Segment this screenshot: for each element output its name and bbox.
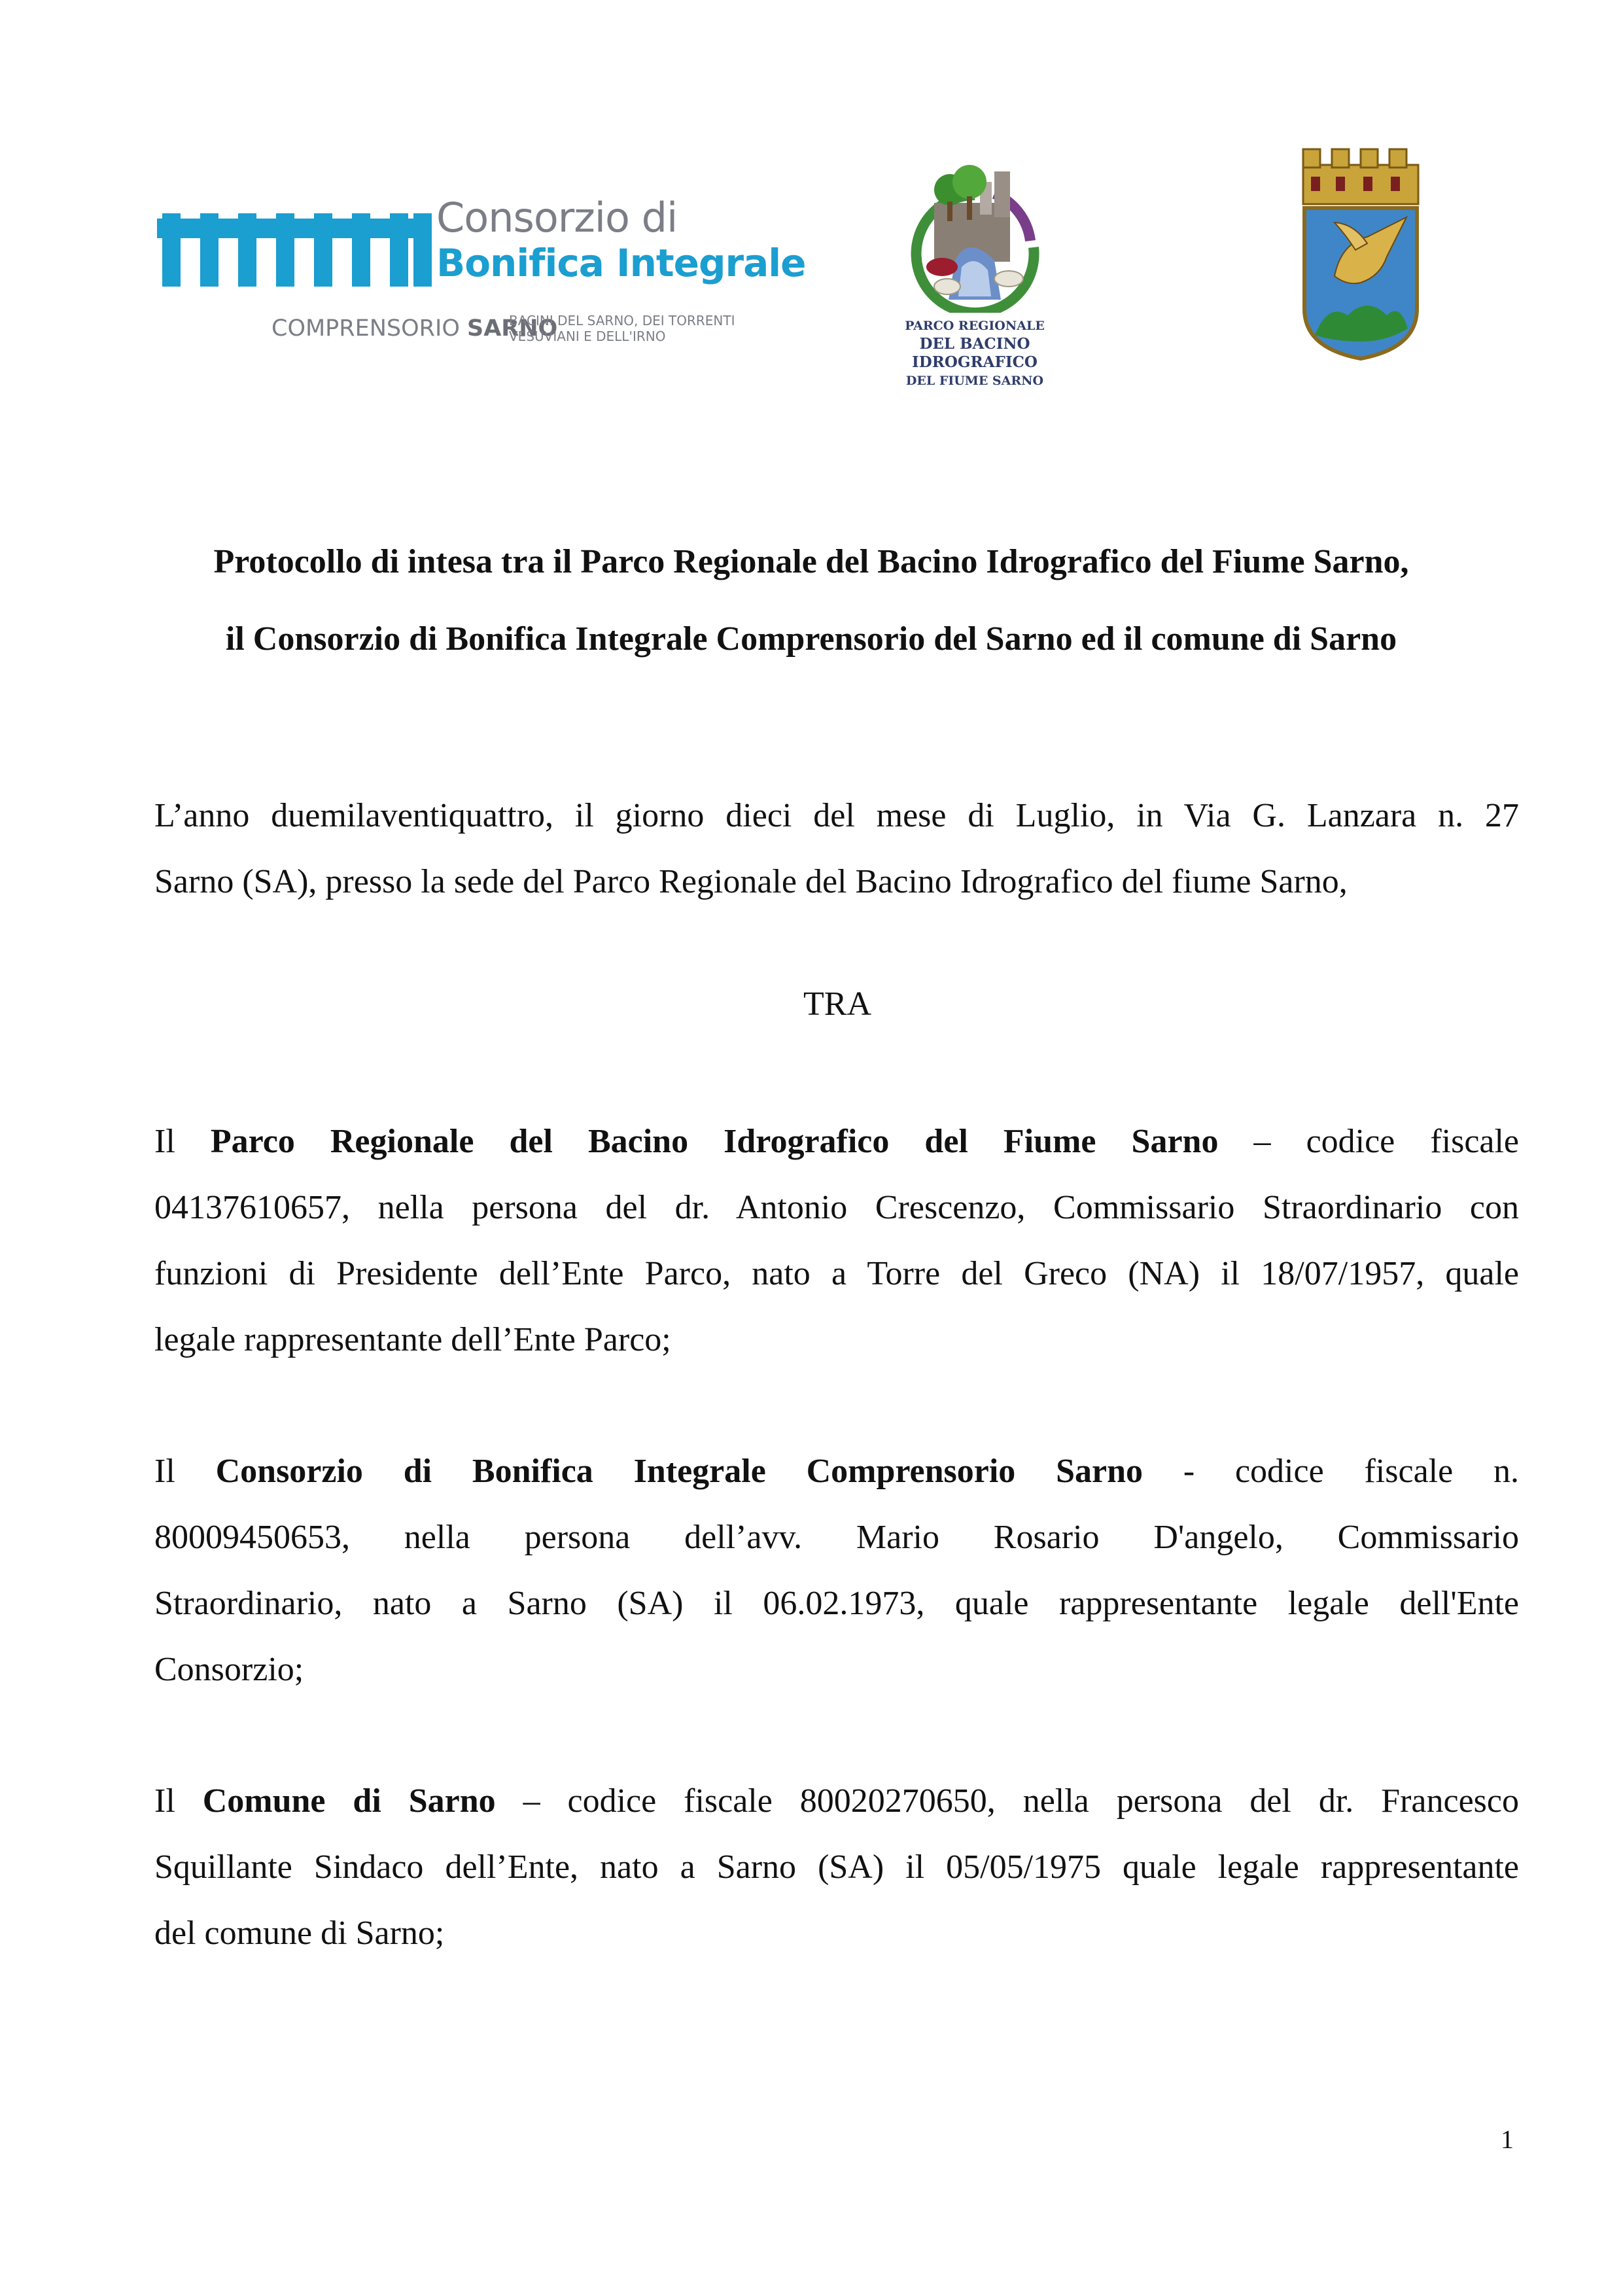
party2-line1 [154, 1438, 1519, 1504]
party3-line2: Squillante Sindaco dell’Ente, nato a Sarno (SA) il 05/05/1975 quale legale rappresentante [154, 1848, 1519, 1886]
consorzio-logo-comprensorio-word: COMPRENSORIO [271, 315, 460, 342]
consorzio-logo-line1: Consorzio di [436, 194, 678, 241]
party1-line4: legale rappresentante dell’Ente Parco; [154, 1321, 671, 1358]
consorzio-logo-sarno-word: SARNO [467, 315, 558, 342]
document-title [131, 523, 1492, 678]
party2-name: Consorzio di Bonifica Integrale Comprensorio Sarno [215, 1453, 1143, 1490]
party2-paragraph [154, 1438, 1519, 1703]
party1-line3: funzioni di Presidente dell’Ente Parco, nato a Torre del Greco (NA) il 18/07/1957, quale [154, 1255, 1519, 1292]
title-line1: Protocollo di intesa tra il Parco Regionale del Bacino Idrografico del Fiume Sarno, [213, 543, 1409, 580]
consorzio-logo-detail [509, 313, 735, 344]
party3-line3: del comune di Sarno; [154, 1915, 445, 1952]
party1-line2: 04137610657, nella persona del dr. Antonio Crescenzo, Commissario Straordinario con [154, 1189, 1519, 1226]
intro-line2: Sarno (SA), presso la sede del Parco Regionale del Bacino Idrografico del fiume Sarno, [154, 863, 1348, 900]
intro-line1: L’anno duemilaventiquattro, il giorno dieci del mese di Luglio, in Via G. Lanzara n. 27 [154, 797, 1519, 834]
tra-heading: TRA [803, 985, 871, 1023]
party3-prefix: Il [154, 1782, 203, 1820]
parco-logo-line1: PARCO REGIONALE [905, 319, 1045, 333]
parco-logo [857, 162, 1092, 388]
party3-line1 [154, 1768, 1519, 1834]
consorzio-emblem-icon [157, 213, 432, 287]
consorzio-logo-detail-line2: VESUVIANI E DELL'IRNO [509, 328, 666, 344]
party1-name: Parco Regionale del Bacino Idrografico del Fiume Sarno [210, 1123, 1219, 1160]
party2-line1-rest: - codice fiscale n. [1143, 1453, 1519, 1490]
party1-line1-rest: – codice fiscale [1218, 1123, 1520, 1160]
coat-of-arms-icon [1295, 145, 1426, 361]
party1-paragraph [154, 1108, 1519, 1373]
parco-logo-text [857, 317, 1092, 390]
parco-logo-line2: DEL BACINO IDROGRAFICO [912, 335, 1038, 371]
parco-river-emblem-icon [896, 162, 1053, 313]
consorzio-logo-line2: Bonifica Integrale [436, 241, 806, 285]
consorzio-logo [157, 194, 806, 353]
page-number: 1 [1501, 2125, 1514, 2154]
title-line2: il Consorzio di Bonifica Integrale Comprensorio del Sarno ed il comune di Sarno [225, 620, 1397, 658]
party1-line1 [154, 1108, 1519, 1174]
party2-line4: Consorzio; [154, 1651, 304, 1688]
parco-logo-line3: DEL FIUME SARNO [905, 374, 1044, 388]
party3-line1-rest: – codice fiscale 80020270650, nella persona del dr. Francesco [495, 1782, 1519, 1820]
party2-prefix: Il [154, 1453, 216, 1490]
consorzio-logo-detail-line1: BACINI DEL SARNO, DEI TORRENTI [509, 313, 735, 328]
intro-paragraph [154, 783, 1519, 915]
party2-line2: 80009450653, nella persona dell’avv. Mario Rosario D'angelo, Commissario [154, 1519, 1519, 1556]
party1-prefix: Il [154, 1123, 211, 1160]
party3-name: Comune di Sarno [202, 1782, 496, 1820]
party3-paragraph [154, 1768, 1519, 1966]
party2-line3: Straordinario, nato a Sarno (SA) il 06.02.1973, quale rappresentante legale dell'Ente [154, 1585, 1519, 1622]
